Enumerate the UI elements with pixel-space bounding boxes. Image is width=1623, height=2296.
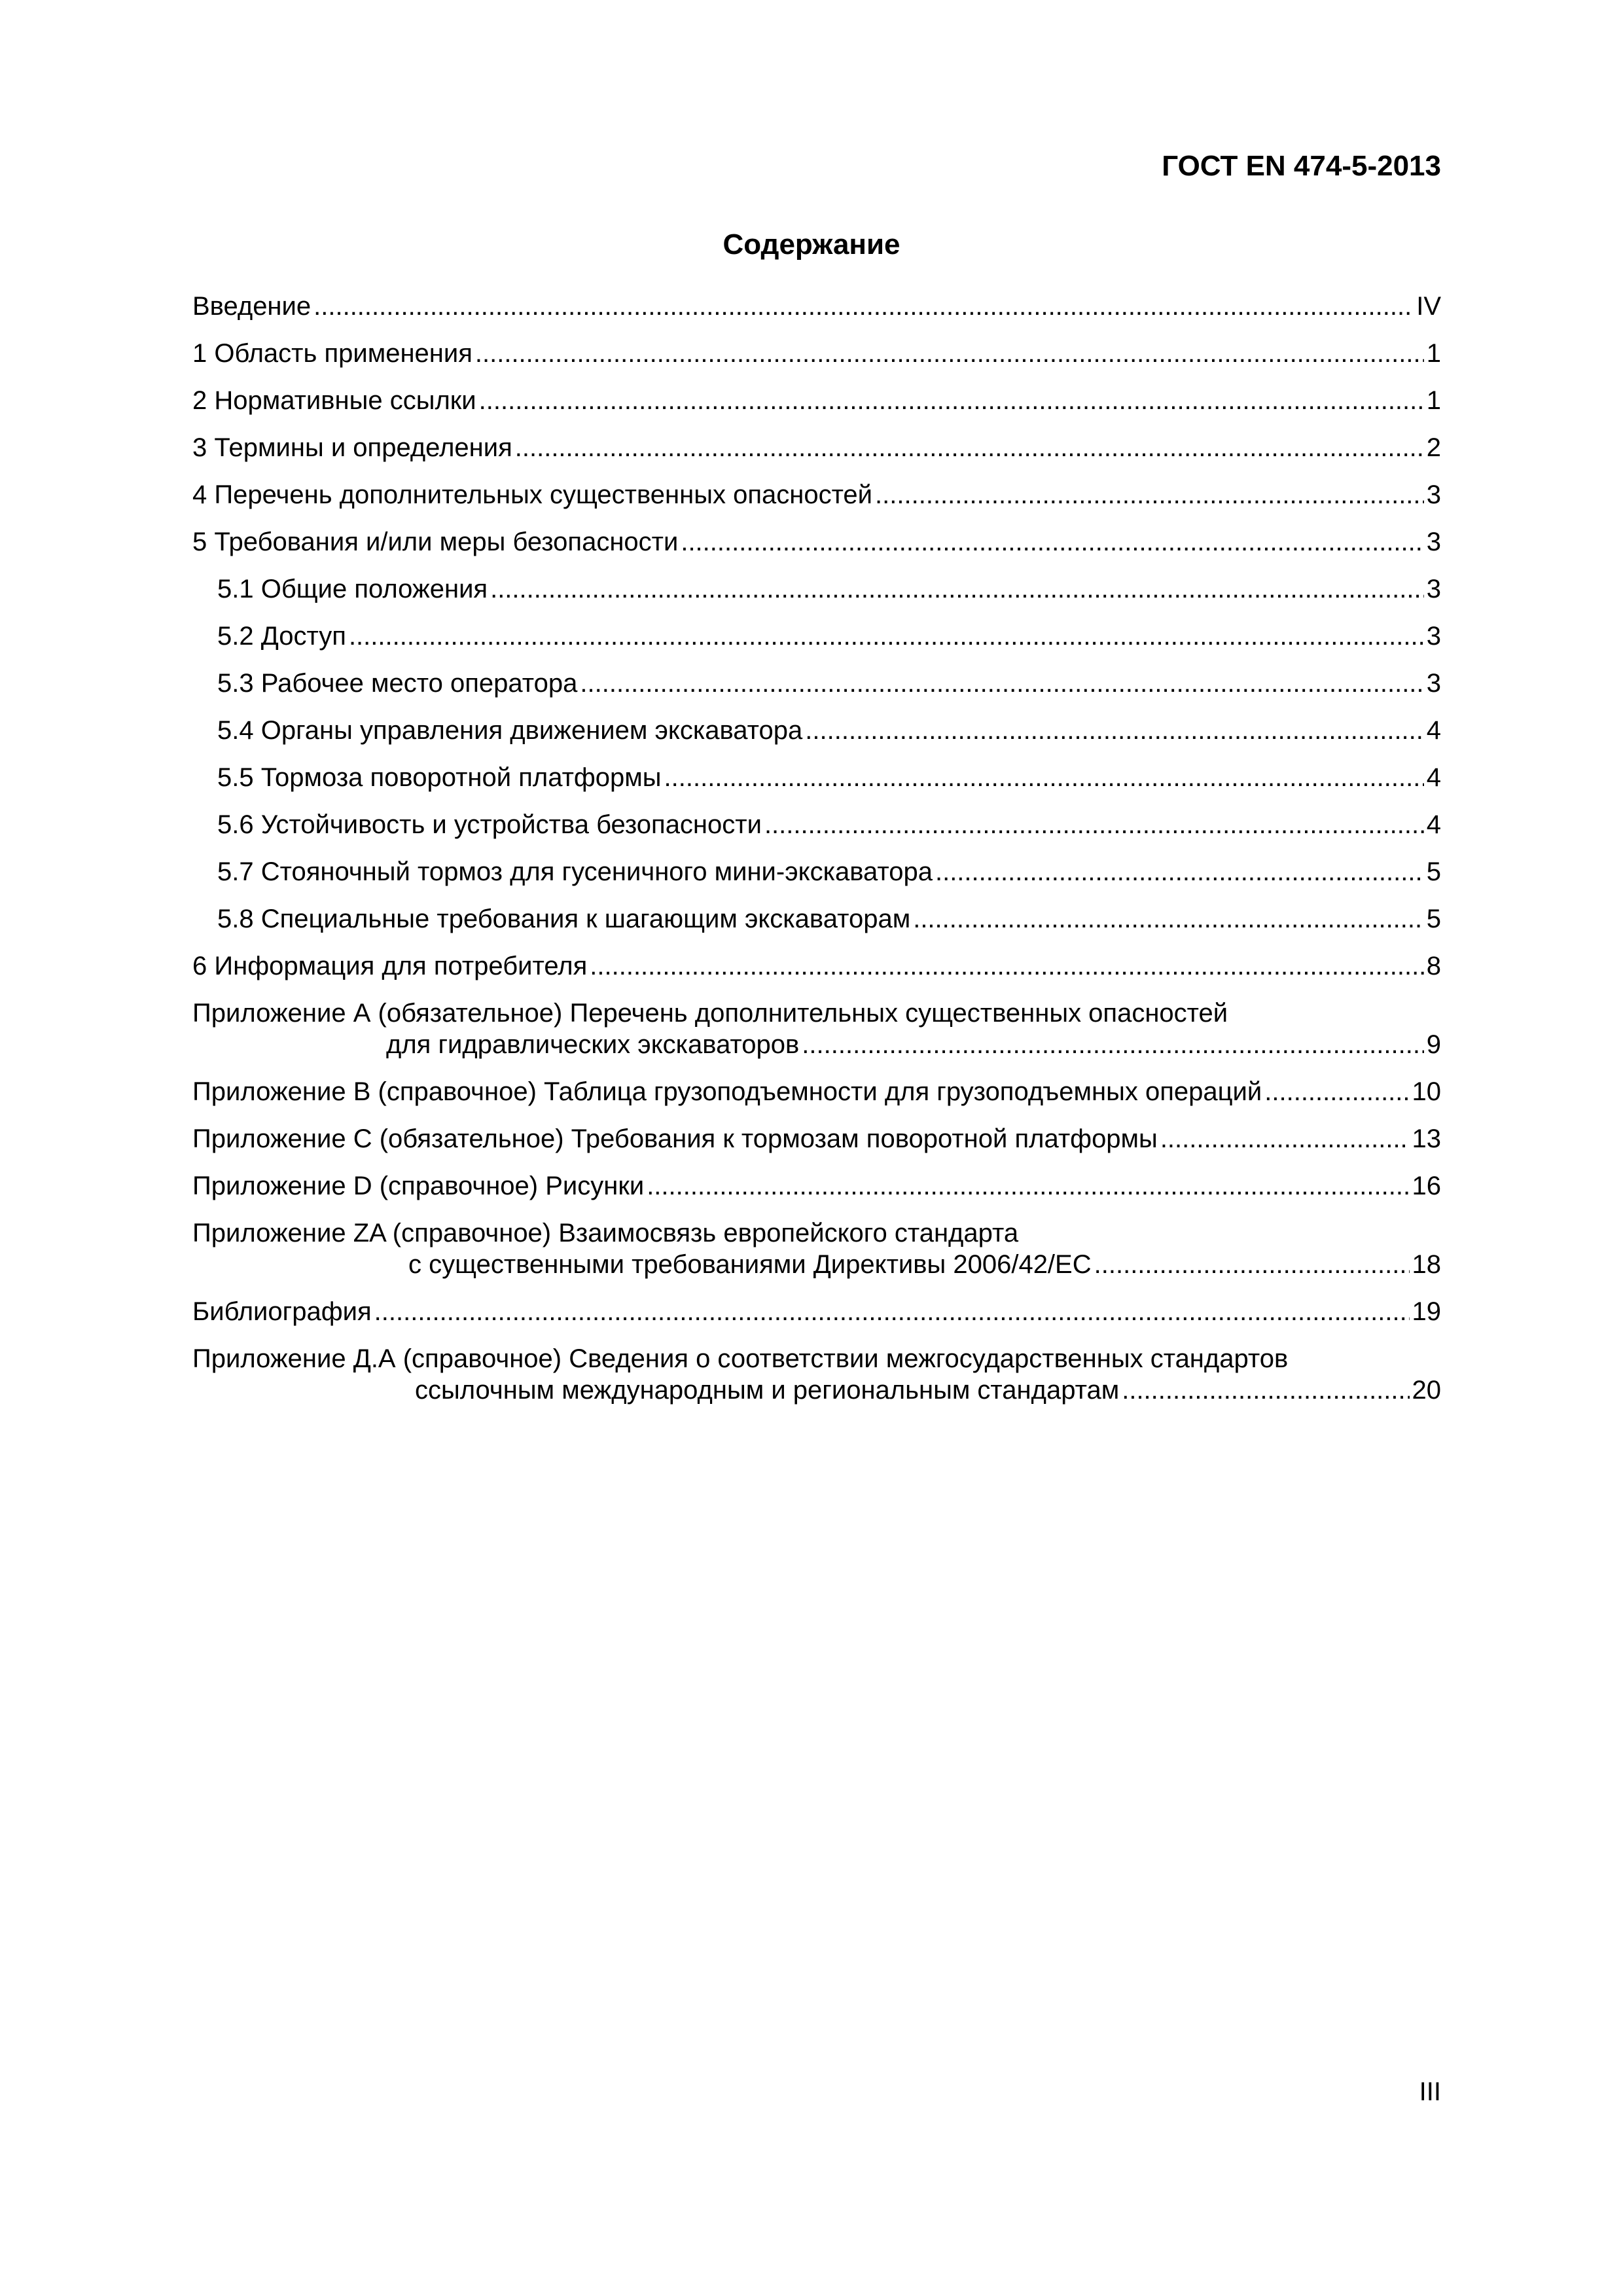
toc-entry-text: Введение bbox=[192, 292, 312, 321]
toc-entry-annex-b[interactable] bbox=[192, 1076, 1441, 1123]
toc-entry-text: 4 Перечень дополнительных существенных опасностей bbox=[192, 480, 873, 509]
toc-entry-text: Приложение В (справочное) Таблица грузоподъемности для грузоподъемных операций bbox=[192, 1077, 1262, 1106]
dot-leader bbox=[647, 1170, 1409, 1202]
toc-entry-text: Приложение D (справочное) Рисунки bbox=[192, 1172, 645, 1200]
dot-leader bbox=[805, 715, 1423, 746]
dot-leader bbox=[475, 338, 1424, 369]
toc-entry-annex-za[interactable] bbox=[192, 1217, 1441, 1296]
toc-entry-text: Библиография bbox=[192, 1297, 372, 1326]
toc-entry-text: 5.7 Стояночный тормоз для гусеничного мини-экскаватора bbox=[217, 857, 933, 886]
toc-entry-text: Приложение С (обязательное) Требования к тормозам поворотной платформы bbox=[192, 1124, 1158, 1153]
toc-entry-text: Приложение А (обязательное) Перечень дополнительных существенных опасностей bbox=[192, 999, 1228, 1028]
toc-entry-text: 3 Термины и определения bbox=[192, 433, 512, 462]
dot-leader bbox=[479, 385, 1424, 416]
toc-entry-safety-requirements[interactable] bbox=[192, 526, 1441, 573]
dot-leader bbox=[913, 903, 1424, 935]
toc-entry-text: 5.1 Общие положения bbox=[217, 575, 488, 603]
toc-entry-5-2[interactable] bbox=[192, 620, 1441, 668]
dot-leader bbox=[1160, 1123, 1410, 1155]
toc-entry-text: 6 Информация для потребителя bbox=[192, 952, 588, 980]
toc-entry-5-8[interactable] bbox=[192, 903, 1441, 950]
toc-page-number: 20 bbox=[1412, 1376, 1441, 1405]
toc-page-number: 3 bbox=[1426, 480, 1441, 509]
dot-leader bbox=[374, 1296, 1410, 1327]
dot-leader bbox=[515, 432, 1424, 463]
toc-entry-annex-d[interactable] bbox=[192, 1170, 1441, 1217]
toc-entry-hazards-list[interactable] bbox=[192, 479, 1441, 526]
toc-page-number: 9 bbox=[1426, 1030, 1441, 1059]
dot-leader bbox=[764, 809, 1424, 840]
toc-entry-text: 5.8 Специальные требования к шагающим экскаваторам bbox=[217, 905, 911, 933]
toc-entry-annex-a[interactable] bbox=[192, 997, 1441, 1076]
toc-entry-5-7[interactable] bbox=[192, 856, 1441, 903]
toc-entry-5-4[interactable] bbox=[192, 715, 1441, 762]
toc-page-number: 3 bbox=[1426, 528, 1441, 556]
toc-entry-annex-da[interactable] bbox=[192, 1343, 1441, 1422]
toc-page-number: 13 bbox=[1412, 1124, 1441, 1153]
toc-entry-scope[interactable] bbox=[192, 338, 1441, 385]
dot-leader bbox=[313, 291, 1414, 322]
toc-entry-text-continued: с существенными требованиями Директивы 2006/42/EC bbox=[408, 1250, 1092, 1279]
toc-entry-5-6[interactable] bbox=[192, 809, 1441, 856]
dot-leader bbox=[580, 668, 1423, 699]
toc-page-number: 2 bbox=[1426, 433, 1441, 462]
dot-leader bbox=[681, 526, 1423, 558]
toc-page-number: 10 bbox=[1412, 1077, 1441, 1106]
toc-entry-text: 2 Нормативные ссылки bbox=[192, 386, 476, 415]
toc-entry-text: 5.5 Тормоза поворотной платформы bbox=[217, 763, 662, 792]
toc-entry-text: Приложение Д.А (справочное) Сведения о соответствии межгосударственных стандартов bbox=[192, 1344, 1289, 1373]
toc-page-number: 3 bbox=[1426, 622, 1441, 651]
dot-leader bbox=[1264, 1076, 1409, 1107]
dot-leader bbox=[935, 856, 1424, 888]
toc-page-number: 4 bbox=[1426, 763, 1441, 792]
toc-page-number: 4 bbox=[1426, 716, 1441, 745]
toc-entry-annex-c[interactable] bbox=[192, 1123, 1441, 1170]
dot-leader bbox=[875, 479, 1424, 511]
toc-page-number: 19 bbox=[1412, 1297, 1441, 1326]
toc-page-number: 1 bbox=[1426, 339, 1441, 368]
toc-page-number: 5 bbox=[1426, 905, 1441, 933]
toc-entry-user-information[interactable] bbox=[192, 950, 1441, 997]
toc-entry-text: 5 Требования и/или меры безопасности bbox=[192, 528, 679, 556]
toc-page-number: IV bbox=[1416, 292, 1441, 321]
dot-leader bbox=[349, 620, 1424, 652]
dot-leader bbox=[1122, 1374, 1409, 1406]
toc-page-number: 4 bbox=[1426, 810, 1441, 839]
page-number: III bbox=[1419, 2077, 1441, 2106]
toc-entry-5-1[interactable] bbox=[192, 573, 1441, 620]
dot-leader bbox=[590, 950, 1423, 982]
toc-entry-text-continued: ссылочным международным и региональным стандартам bbox=[415, 1376, 1120, 1405]
toc-entry-5-3[interactable] bbox=[192, 668, 1441, 715]
toc-page-number: 1 bbox=[1426, 386, 1441, 415]
toc-entry-text: 5.6 Устойчивость и устройства безопасности bbox=[217, 810, 762, 839]
toc-page-number: 16 bbox=[1412, 1172, 1441, 1200]
toc-entry-5-5[interactable] bbox=[192, 762, 1441, 809]
toc-page-number: 3 bbox=[1426, 669, 1441, 698]
toc-entry-text: 1 Область применения bbox=[192, 339, 473, 368]
toc-entry-terms[interactable] bbox=[192, 432, 1441, 479]
toc-entry-text: Приложение ZA (справочное) Взаимосвязь европейского стандарта bbox=[192, 1219, 1019, 1247]
toc-entry-text-continued: для гидравлических экскаваторов bbox=[386, 1030, 800, 1059]
dot-leader bbox=[490, 573, 1424, 605]
toc-page-number: 8 bbox=[1426, 952, 1441, 980]
toc-page-number: 18 bbox=[1412, 1250, 1441, 1279]
toc-title: Содержание bbox=[722, 228, 901, 260]
table-of-contents bbox=[192, 291, 1441, 1422]
toc-entry-introduction[interactable] bbox=[192, 291, 1441, 338]
toc-entry-normative-references[interactable] bbox=[192, 385, 1441, 432]
document-id: ГОСТ EN 474-5-2013 bbox=[1162, 150, 1441, 182]
dot-leader bbox=[1094, 1249, 1410, 1280]
toc-entry-text: 5.3 Рабочее место оператора bbox=[217, 669, 578, 698]
toc-entry-text: 5.4 Органы управления движением экскаватора bbox=[217, 716, 803, 745]
toc-page-number: 5 bbox=[1426, 857, 1441, 886]
toc-page-number: 3 bbox=[1426, 575, 1441, 603]
toc-entry-text: 5.2 Доступ bbox=[217, 622, 346, 651]
dot-leader bbox=[664, 762, 1424, 793]
toc-entry-bibliography[interactable] bbox=[192, 1296, 1441, 1343]
dot-leader bbox=[802, 1029, 1423, 1060]
